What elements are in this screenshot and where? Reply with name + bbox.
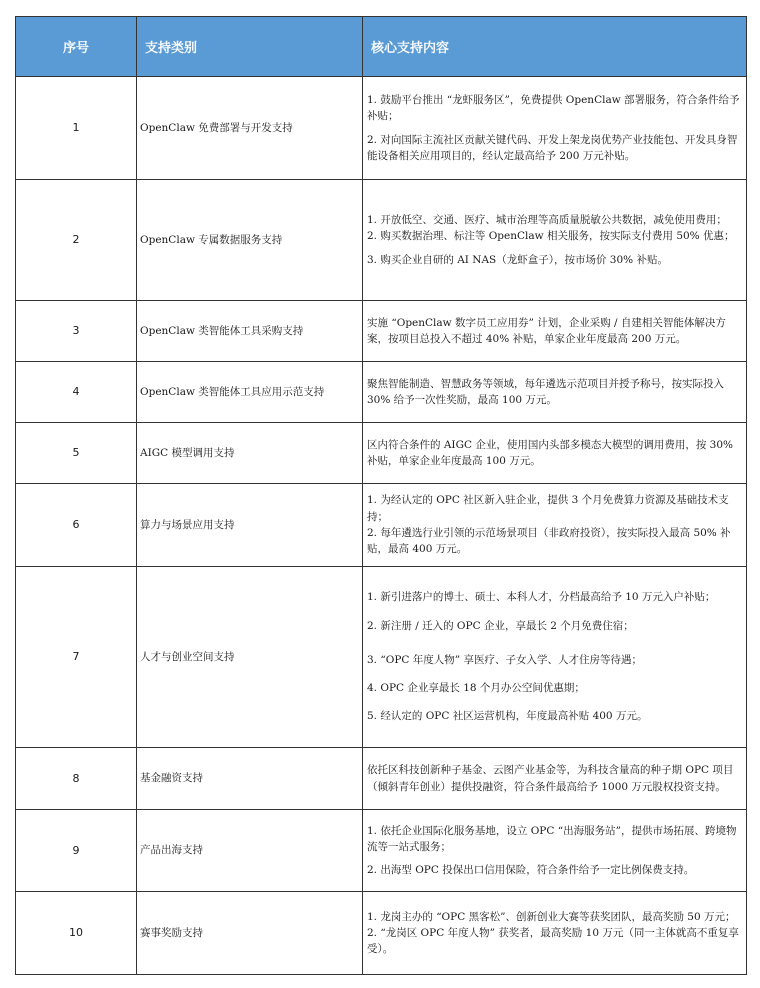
row-category: OpenClaw 免费部署与开发支持 <box>137 77 363 180</box>
content-item: 依托区科技创新种子基金、云图产业基金等，为科技含量高的种子期 OPC 项目（倾斜青年创业）提供投融资，符合条件最高给予 1000 万元股权投资支持。 <box>367 764 734 793</box>
row-number: 4 <box>16 362 137 423</box>
row-category: OpenClaw 类智能体工具应用示范支持 <box>137 362 363 423</box>
content-item: 2. 出海型 OPC 投保出口信用保险，符合条件给予一定比例保费支持。 <box>367 864 695 877</box>
content-item: 聚焦智能制造、智慧政务等领域，每年遴选示范项目并授予称号，按实际投入 30% 给予一次性奖励，最高 100 万元。 <box>367 377 724 406</box>
content-item: 3. “OPC 年度人物” 享医疗、子女入学、人才住房等待遇； <box>367 653 642 666</box>
content-item: 2. 对向国际主流社区贡献关键代码、开发上架龙岗优势产业技能包、开发具身智能设备相关应用项目的，经认定最高给予 200 万元补贴。 <box>367 133 738 162</box>
header-category: 支持类别 <box>137 17 363 77</box>
row-content <box>363 77 747 180</box>
content-item: 4. OPC 企业享最长 18 个月办公空间优惠期； <box>367 682 585 695</box>
row-category: 基金融资支持 <box>137 748 363 810</box>
row-content <box>363 748 747 810</box>
row-number: 6 <box>16 484 137 567</box>
header-number: 序号 <box>16 17 137 77</box>
row-number: 1 <box>16 77 137 180</box>
row-number: 10 <box>16 892 137 975</box>
content-item: 2. 每年遴选行业引领的示范场景项目（非政府投资），按实际投入最高 50% 补贴，最高 400 万元。 <box>367 527 731 556</box>
table-row <box>16 567 747 748</box>
row-category: 产品出海支持 <box>137 810 363 892</box>
row-category: OpenClaw 专属数据服务支持 <box>137 180 363 301</box>
table-row <box>16 301 747 362</box>
row-content <box>363 810 747 892</box>
row-category: AIGC 模型调用支持 <box>137 423 363 484</box>
content-item: 3. 购买企业自研的 AI NAS（龙虾盒子），按市场价 30% 补贴。 <box>367 253 668 266</box>
table-row <box>16 810 747 892</box>
content-item: 1. 龙岗主办的 “OPC 黑客松”、创新创业大赛等获奖团队，最高奖励 50 万元； <box>367 910 736 923</box>
row-content <box>363 362 747 423</box>
content-item: 区内符合条件的 AIGC 企业，使用国内头部多模态大模型的调用费用，按 30% 补贴，单家企业年度最高 100 万元。 <box>367 438 734 467</box>
table-row <box>16 423 747 484</box>
row-content <box>363 180 747 301</box>
policy-table-container <box>15 16 746 975</box>
content-item: 5. 经认定的 OPC 社区运营机构，年度最高补贴 400 万元。 <box>367 710 648 723</box>
table-row <box>16 748 747 810</box>
row-category: 赛事奖励支持 <box>137 892 363 975</box>
row-category: 人才与创业空间支持 <box>137 567 363 748</box>
content-item: 1. 鼓励平台推出 “龙虾服务区”，免费提供 OpenClaw 部署服务，符合条件给予补贴； <box>367 93 740 123</box>
row-number: 9 <box>16 810 137 892</box>
row-content <box>363 484 747 567</box>
table-header-row <box>16 17 747 77</box>
row-number: 2 <box>16 180 137 301</box>
row-content <box>363 567 747 748</box>
row-number: 8 <box>16 748 137 810</box>
table-row <box>16 77 747 180</box>
content-item: 2. “龙岗区 OPC 年度人物” 获奖者，最高奖励 10 万元（同一主体就高不重复享受）。 <box>367 926 739 956</box>
row-number: 5 <box>16 423 137 484</box>
table-row <box>16 892 747 975</box>
table-row <box>16 180 747 301</box>
content-item: 1. 为经认定的 OPC 社区新入驻企业，提供 3 个月免费算力资源及基础技术支持； <box>367 494 729 523</box>
content-item: 1. 开放低空、交通、医疗、城市治理等高质量脱敏公共数据，减免使用费用； <box>367 214 727 227</box>
content-item: 2. 新注册 / 迁入的 OPC 企业，享最长 2 个月免费住宿； <box>367 619 634 632</box>
content-item: 1. 新引进落户的博士、硕士、本科人才，分档最高给予 10 万元入户补贴； <box>367 591 716 604</box>
row-content <box>363 301 747 362</box>
table-row <box>16 484 747 567</box>
header-content: 核心支持内容 <box>363 17 747 77</box>
content-item: 2. 购买数据治理、标注等 OpenClaw 相关服务，按实际支付费用 50% 优惠； <box>367 230 735 243</box>
policy-table <box>15 16 747 975</box>
content-item: 实施 “OpenClaw 数字员工应用券” 计划，企业采购 / 自建相关智能体解决方案，按项目总投入不超过 40% 补贴，单家企业年度最高 200 万元。 <box>367 316 726 345</box>
content-item: 1. 依托企业国际化服务基地，设立 OPC “出海服务站”，提供市场拓展、跨境物流等一站式服务； <box>367 824 737 853</box>
row-number: 7 <box>16 567 137 748</box>
row-number: 3 <box>16 301 137 362</box>
row-content <box>363 423 747 484</box>
table-row <box>16 362 747 423</box>
row-content <box>363 892 747 975</box>
row-category: 算力与场景应用支持 <box>137 484 363 567</box>
row-category: OpenClaw 类智能体工具采购支持 <box>137 301 363 362</box>
